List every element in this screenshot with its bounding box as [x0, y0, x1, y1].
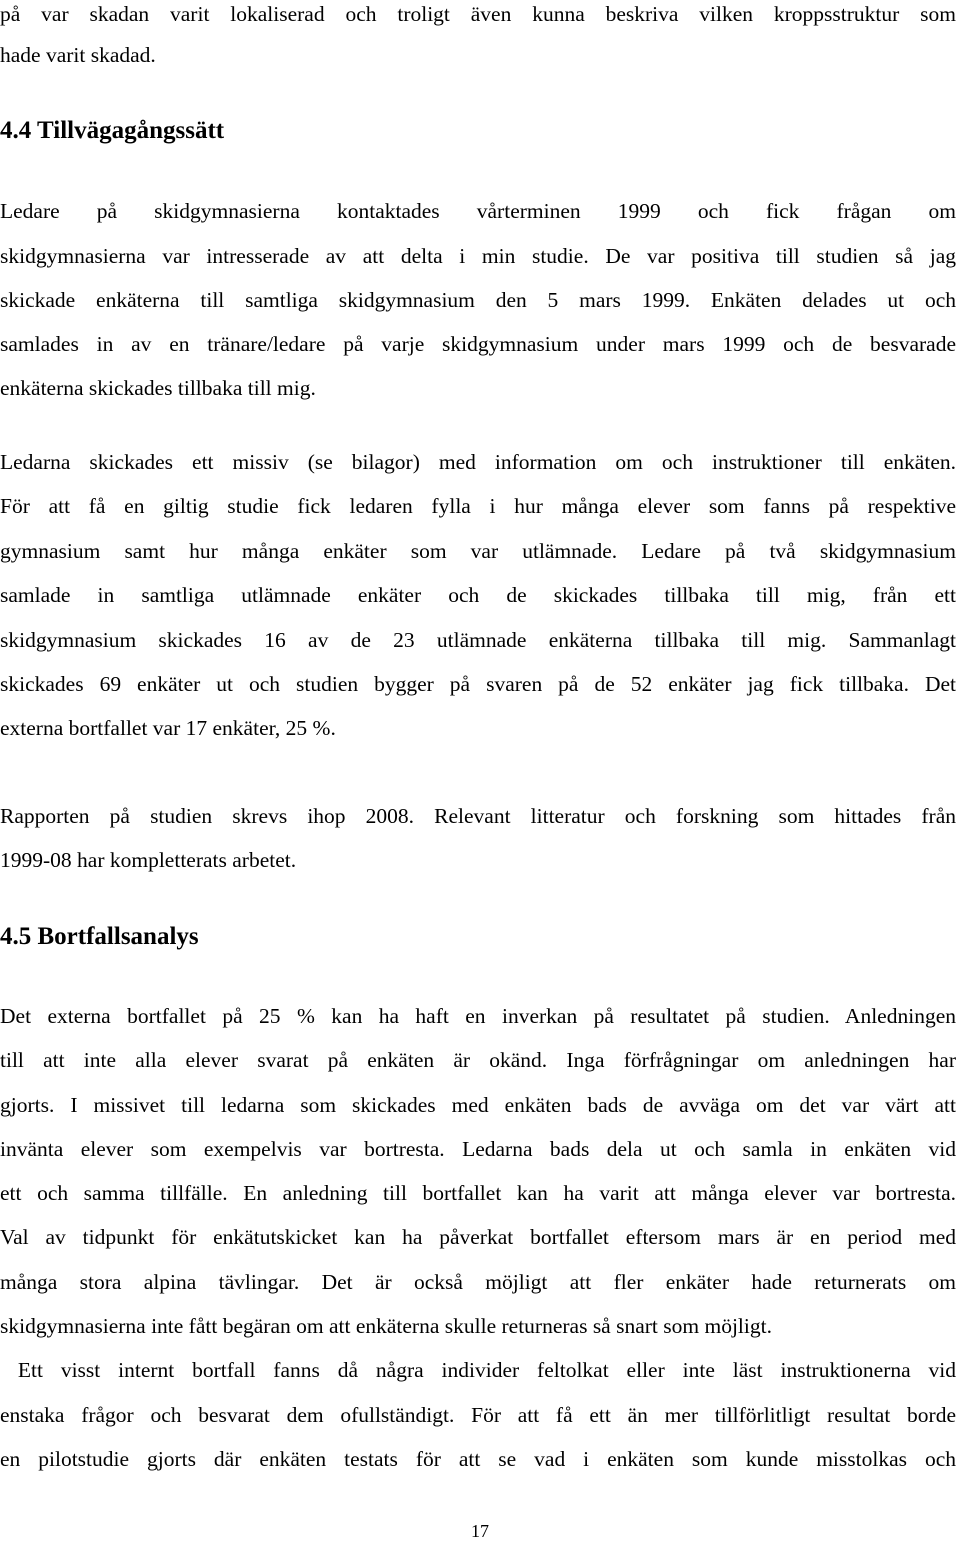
text-line: gymnasium samt hur många enkäter som var utlämnade. Ledare på två skidgymnasium [0, 539, 956, 563]
text-line: externa bortfallet var 17 enkäter, 25 %. [0, 716, 336, 740]
section-heading: 4.4 Tillvägagångssätt [0, 117, 225, 144]
text-line: skidgymnasierna inte fått begäran om att enkäterna skulle returneras så snart som möjligt. [0, 1314, 772, 1338]
text-line: gjorts. I missivet till ledarna som skickades med enkäten bads de avväga om det var värt att [0, 1093, 956, 1117]
text-line: på var skadan varit lokaliserad och troligt även kunna beskriva vilken kroppsstruktur som [0, 2, 956, 26]
text-line: Ledarna skickades ett missiv (se bilagor) med information om och instruktioner till enkäten. [0, 450, 956, 474]
text-line: Ledare på skidgymnasierna kontaktades vårterminen 1999 och fick frågan om [0, 199, 956, 223]
text-line: samlade in samtliga utlämnade enkäter och de skickades tillbaka till mig, från ett [0, 583, 956, 607]
text-line: skidgymnasierna var intresserade av att delta i min studie. De var positiva till studien så jag [0, 244, 956, 268]
section-heading: 4.5 Bortfallsanalys [0, 923, 199, 950]
text-line: många stora alpina tävlingar. Det är också möjligt att fler enkäter hade returnerats om [0, 1270, 956, 1294]
text-line: skickades 69 enkäter ut och studien bygger på svaren på de 52 enkäter jag fick tillbaka. Det [0, 672, 956, 696]
text-line: enstaka frågor och besvarat dem ofullständigt. För att få ett än mer tillförlitligt resultat borde [0, 1403, 956, 1427]
text-line: skickade enkäterna till samtliga skidgymnasium den 5 mars 1999. Enkäten delades ut och [0, 288, 956, 312]
text-line: skidgymnasium skickades 16 av de 23 utlämnade enkäterna tillbaka till mig. Sammanlagt [0, 628, 956, 652]
text-line: samlades in av en tränare/ledare på varje skidgymnasium under mars 1999 och de besvarade [0, 332, 956, 356]
text-line: Det externa bortfallet på 25 % kan ha haft en inverkan på resultatet på studien. Anledningen [0, 1004, 956, 1028]
text-line: hade varit skadad. [0, 43, 156, 67]
text-line: invänta elever som exempelvis var bortresta. Ledarna bads dela ut och samla in enkäten vid [0, 1137, 956, 1161]
text-line: Rapporten på studien skrevs ihop 2008. Relevant litteratur och forskning som hittades från [0, 804, 956, 828]
text-line: till att inte alla elever svarat på enkäten är okänd. Inga förfrågningar om anledningen har [0, 1048, 956, 1072]
text-line: 1999-08 har kompletterats arbetet. [0, 848, 297, 872]
text-line: Val av tidpunkt för enkätutskicket kan ha påverkat bortfallet eftersom mars är en period med [0, 1225, 956, 1249]
page-number: 17 [471, 1521, 489, 1541]
text-line: en pilotstudie gjorts där enkäten testats för att se vad i enkäten som kunde misstolkas och [0, 1447, 956, 1471]
text-line: enkäterna skickades tillbaka till mig. [0, 376, 316, 400]
text-line: ett och samma tillfälle. En anledning till bortfallet kan ha varit att många elever var bortresta. [0, 1181, 956, 1205]
text-line: För att få en giltig studie fick ledaren fylla i hur många elever som fanns på respektive [0, 494, 956, 518]
text-line: Ett visst internt bortfall fanns då några individer feltolkat eller inte läst instruktionerna vid [0, 1358, 956, 1382]
